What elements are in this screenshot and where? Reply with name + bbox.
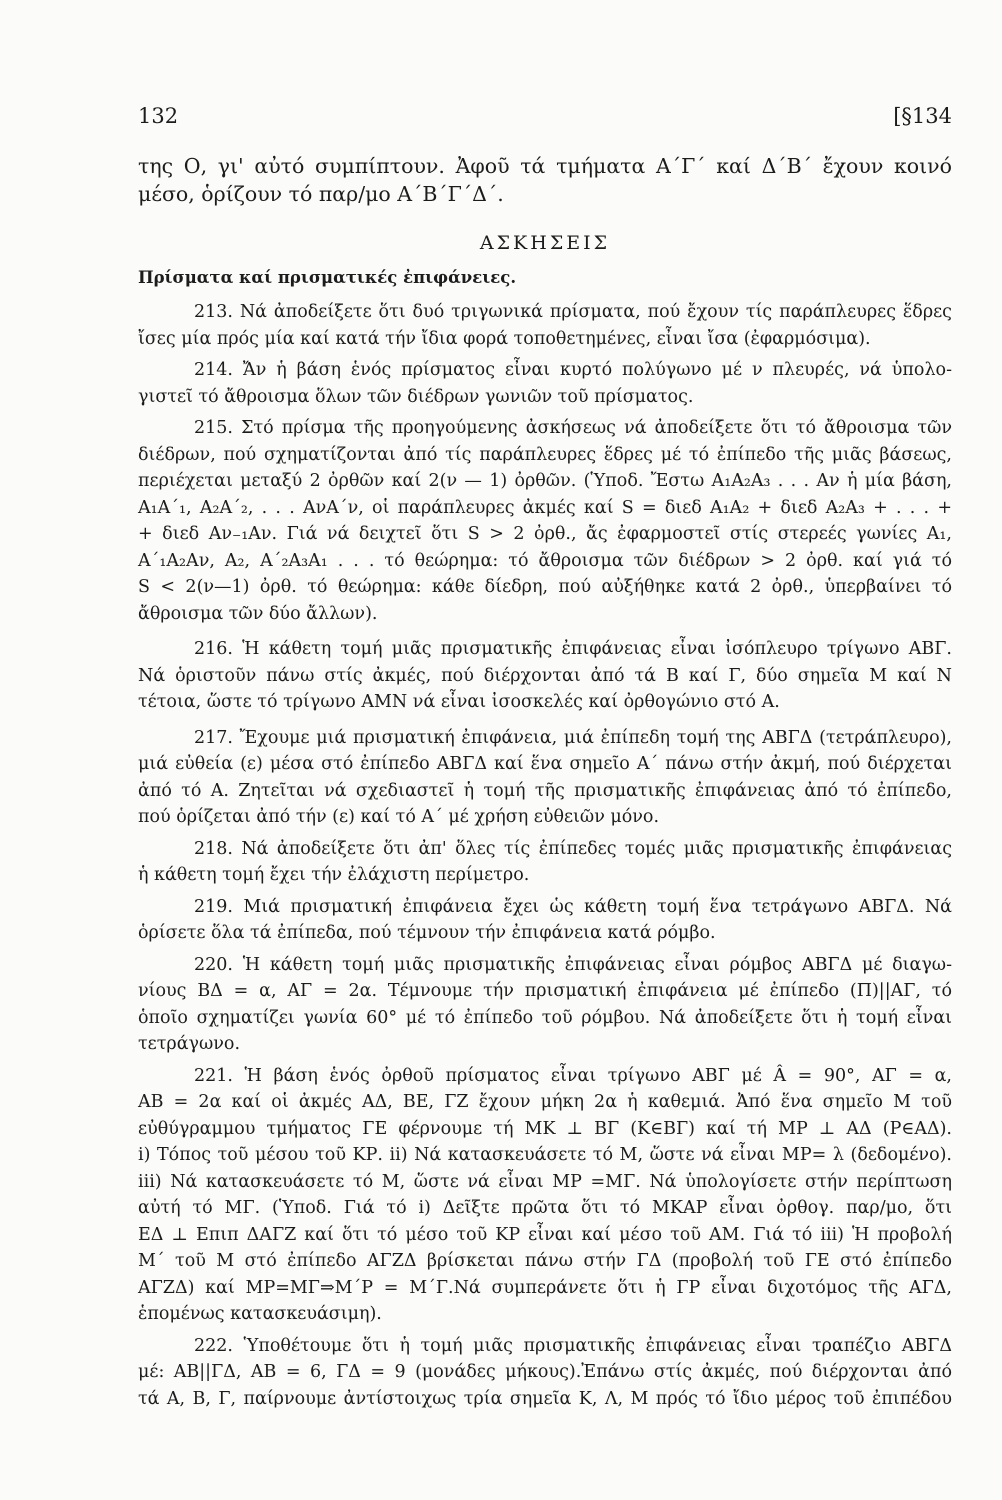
exercise-line: 222. Ὑποθέτουμε ὅτι ἡ τομή μιᾶς πρισματικῆς ἐπιφάνειας εἶναι τραπέζιο ΑΒΓΔ	[194, 1335, 952, 1356]
page-number: 132	[138, 104, 179, 128]
exercise-line: ἑπομένως κατασκευάσιμη).	[138, 1304, 382, 1324]
exercise-221	[138, 1063, 952, 1328]
exercise-214	[138, 357, 952, 410]
exercise-line: περιέχεται μεταξύ 2 ὀρθῶν καί 2(ν — 1) ὀρθῶν. (Ὑποδ. Ἔστω Α₁Α₂Α₃ . . . Αν ἡ μία βάση,	[138, 471, 952, 491]
exercise-line: ἡ κάθετη τομή ἔχει τήν ἐλάχιστη περίμετρο.	[138, 865, 530, 885]
exercise-line: 214. Ἄν ἡ βάση ἑνός πρίσματος εἶναι κυρτό πολύγωνο μέ ν πλευρές, νά ὑπολο-	[194, 360, 952, 380]
exercise-line: ἴσες μία πρός μία καί κατά τήν ἴδια φορά τοποθετημένες, εἶναι ἴσα (ἐφαρμόσιμα).	[138, 328, 871, 349]
exercise-line: ΕΔ ⊥ Επιπ ΔΑΓΖ καί ὅτι τό μέσο τοῦ ΚΡ εἶναι καί μέσο τοῦ ΑΜ. Γιά τό iii) Ἡ προβολή	[138, 1224, 952, 1245]
exercise-217	[138, 725, 952, 831]
section-subtitle: Πρίσματα καί πρισματικές ἐπιφάνειες.	[138, 268, 517, 287]
page-body	[138, 152, 952, 1417]
exercise-222	[138, 1333, 952, 1413]
exercise-220	[138, 952, 952, 1058]
exercise-line: iii) Νά κατασκευάσετε τό Μ, ὥστε νά εἶναι ΜΡ =ΜΓ. Νά ὑπολογίσετε στήν περίπτωση	[138, 1171, 952, 1192]
exercise-line: τετράγωνο.	[138, 1034, 241, 1054]
exercise-line: πού ὁρίζεται ἀπό τήν (ε) καί τό Α΄ μέ χρήση εὐθειῶν μόνο.	[138, 807, 660, 827]
exercise-215	[138, 415, 952, 627]
exercise-line: αὐτή τό ΜΓ. (Ὑποδ. Γιά τό i) Δεῖξτε πρῶτα ὅτι τό ΜΚΑΡ εἶναι ὀρθογ. παρ/μο, ὅτι	[138, 1198, 952, 1218]
exercise-line: ὁρίσετε ὅλα τά ἐπίπεδα, πού τέμνουν τήν ἐπιφάνεια κατά ρόμβο.	[138, 923, 716, 943]
exercise-218	[138, 836, 952, 889]
exercise-line: ἀπό τό Α. Ζητεῖται νά σχεδιαστεῖ ἡ τομή τῆς πρισματικῆς ἐπιφάνειας ἀπό τό ἐπίπεδο,	[138, 780, 952, 801]
exercise-219	[138, 894, 952, 947]
intro-line: μέσο, ὁρίζουν τό παρ/μο Α΄Β΄Γ΄Δ΄.	[138, 182, 504, 206]
exercise-line: εὐθύγραμμου τμήματος ΓΕ φέρνουμε τή ΜΚ ⊥ ΒΓ (Κ∈ΒΓ) καί τή ΜΡ ⊥ ΑΔ (Ρ∈ΑΔ).	[138, 1118, 952, 1139]
exercise-line: Νά ὁριστοῦν πάνω στίς ἀκμές, πού διέρχονται ἀπό τά Β καί Γ, δύο σημεῖα Μ καί Ν	[138, 665, 952, 686]
exercise-line: ἄθροισμα τῶν δύο ἄλλων).	[138, 603, 378, 624]
intro-line: της Ο, γι' αὐτό συμπίπτουν. Ἀφοῦ τά τμήματα Α΄Γ΄ καί Δ΄Β΄ ἔχουν κοινό	[138, 154, 952, 178]
exercise-line: μέ: ΑΒ||ΓΔ, ΑΒ = 6, ΓΔ = 9 (μονάδες μήκους).Ἐπάνω στίς ἀκμές, πού διέρχονται ἀπό	[138, 1362, 952, 1382]
exercise-line: 213. Νά ἀποδείξετε ὅτι δυό τριγωνικά πρίσματα, πού ἔχουν τίς παράπλευρες ἕδρες	[194, 302, 952, 322]
exercise-213	[138, 299, 952, 352]
page-header	[138, 104, 952, 134]
exercise-line: τά Α, Β, Γ, παίρνουμε ἀντίστοιχως τρία σημεῖα Κ, Λ, Μ πρός τό ἴδιο μέρος τοῦ ἐπιπέδου	[138, 1388, 952, 1409]
exercise-line: γιστεῖ τό ἄθροισμα ὅλων τῶν διέδρων γωνιῶν τοῦ πρίσματος.	[138, 386, 694, 407]
exercise-line: S < 2(ν—1) ὀρθ. τό θεώρημα: κάθε δίεδρη, πού αὐξήθηκε κατά 2 ὀρθ., ὑπερβαίνει τό	[138, 577, 952, 597]
exercise-line: Α₁Α΄₁, Α₂Α΄₂, . . . ΑνΑ΄ν, οἱ παράπλευρες ἀκμές καί S = διεδ Α₁Α₂ + διεδ Α₂Α₃ + . . . +	[138, 497, 952, 518]
exercise-line: 219. Μιά πρισματική ἐπιφάνεια ἔχει ὡς κάθετη τομή ἕνα τετράγωνο ΑΒΓΔ. Νά	[194, 896, 952, 917]
exercise-line: ΑΓΖΔ) καί ΜΡ=ΜΓ⇒Μ΄Ρ = Μ΄Γ.Νά συμπεράνετε ὅτι ἡ ΓΡ εἶναι διχοτόμος τῆς ΑΓΔ,	[138, 1277, 952, 1298]
exercise-line: ὁποῖο σχηματίζει γωνία 60° μέ τό ἐπίπεδο τοῦ ρόμβου. Νά ἀποδείξετε ὅτι ἡ τομή εἶναι	[138, 1007, 952, 1028]
exercise-line: τέτοια, ὥστε τό τρίγωνο ΑΜΝ νά εἶναι ἰσοσκελές καί ὀρθογώνιο στό Α.	[138, 692, 780, 712]
exercise-line: 216. Ἡ κάθετη τομή μιᾶς πρισματικῆς ἐπιφάνειας εἶναι ἰσόπλευρο τρίγωνο ΑΒΓ.	[194, 639, 952, 659]
exercise-line: Μ΄ τοῦ Μ στό ἐπίπεδο ΑΓΖΔ βρίσκεται πάνω στήν ΓΔ (προβολή τοῦ ΓΕ στό ἐπίπεδο	[138, 1251, 952, 1271]
exercise-line: Α΄₁Α₂Αν, Α₂, Α΄₂Α₃Α₁ . . . τό θεώρημα: τό ἄθροισμα τῶν διέδρων > 2 ὀρθ. καί γιά τό	[138, 550, 952, 571]
exercise-line: i) Τόπος τοῦ μέσου τοῦ ΚΡ. ii) Νά κατασκευάσετε τό Μ, ὥστε νά εἶναι ΜΡ= λ (δεδομένο).	[138, 1145, 952, 1165]
exercise-216	[138, 636, 952, 716]
exercise-line: μιά εὐθεία (ε) μέσα στό ἐπίπεδο ΑΒΓΔ καί ἕνα σημεῖο Α΄ πάνω στήν ἀκμή, πού διέρχεται	[138, 754, 952, 774]
section-reference: [§134	[893, 104, 952, 128]
exercise-line: 217. Ἔχουμε μιά πρισματική ἐπιφάνεια, μιά ἐπίπεδη τομή της ΑΒΓΔ (τετράπλευρο),	[194, 727, 952, 748]
exercise-line: 215. Στό πρίσμα τῆς προηγούμενης ἀσκήσεως νά ἀποδείξετε ὅτι τό ἄθροισμα τῶν	[194, 418, 952, 438]
exercise-line: 218. Νά ἀποδείξετε ὅτι ἀπ' ὅλες τίς ἐπίπεδες τομές μιᾶς πρισματικῆς ἐπιφάνειας	[194, 838, 952, 859]
exercise-line: διέδρων, πού σχηματίζονται ἀπό τίς παράπλευρες ἕδρες μέ τό ἐπίπεδο τῆς μιᾶς βάσεως,	[138, 444, 952, 465]
section-title: ΑΣΚΗΣΕΙΣ	[479, 232, 611, 254]
exercise-line: 220. Ἡ κάθετη τομή μιᾶς πρισματικῆς ἐπιφάνειας εἶναι ρόμβος ΑΒΓΔ μέ διαγω-	[194, 954, 952, 975]
exercise-list	[138, 299, 952, 1412]
exercise-line: + διεδ Αν₋₁Αν. Γιά νά δειχτεῖ ὅτι S > 2 ὀρθ., ἄς ἐφαρμοστεῖ στίς στερεές γωνίες Α₁,	[138, 524, 952, 544]
exercise-line: 221. Ἡ βάση ἑνός ὀρθοῦ πρίσματος εἶναι τρίγωνο ΑΒΓ μέ Â = 90°, ΑΓ = α,	[194, 1065, 952, 1086]
exercise-line: ΑΒ = 2α καί οἱ ἀκμές ΑΔ, ΒΕ, ΓΖ ἔχουν μήκη 2α ἡ καθεμιά. Ἀπό ἕνα σημεῖο Μ τοῦ	[138, 1092, 952, 1112]
exercise-line: νίους ΒΔ = α, ΑΓ = 2α. Τέμνουμε τήν πρισματική ἐπιφάνεια μέ ἐπίπεδο (Π)||ΑΓ, τό	[138, 981, 952, 1001]
